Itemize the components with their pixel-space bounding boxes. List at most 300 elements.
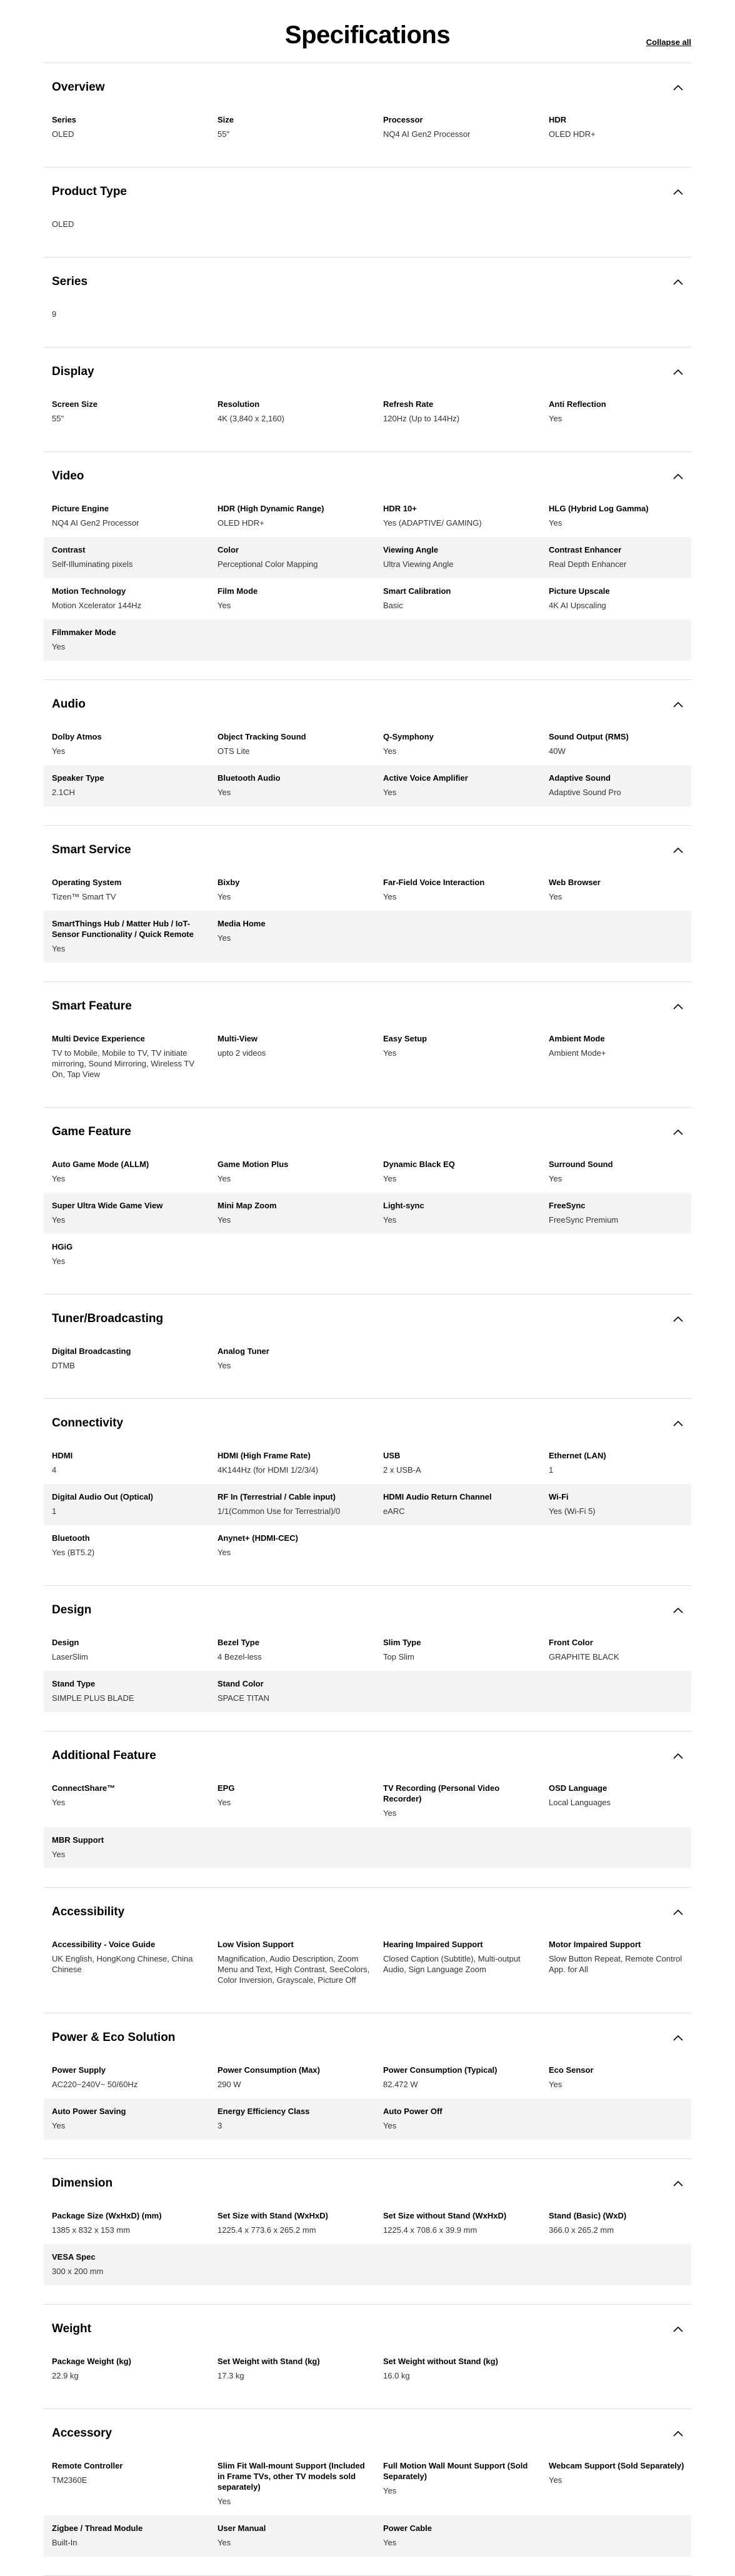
spec-label: Sound Output (RMS): [549, 732, 629, 741]
spec-row: [44, 1630, 691, 1671]
spec-rows: [44, 496, 691, 661]
spec-label: Slim Type: [383, 1638, 421, 1647]
spec-item: [52, 627, 218, 652]
spec-item: [52, 1200, 218, 1225]
spec-row: [44, 1234, 691, 1275]
spec-section-smart-feature: [44, 982, 691, 1108]
section-header-toggle[interactable]: [44, 363, 691, 381]
spec-value: UK English, HongKong Chinese, China Chinese: [52, 1954, 193, 1974]
spec-label: Stand Color: [218, 1679, 264, 1688]
spec-row: [44, 1484, 691, 1525]
spec-item: [52, 918, 218, 954]
spec-item: [52, 1835, 218, 1860]
spec-label: Eco Sensor: [549, 2065, 594, 2075]
spec-label: HDR: [549, 115, 567, 124]
spec-label: Package Weight (kg): [52, 2357, 131, 2366]
spec-label: Webcam Support (Sold Separately): [549, 2461, 684, 2470]
spec-row: [44, 391, 691, 433]
spec-label: Full Motion Wall Mount Support (Sold Separately): [383, 2461, 528, 2481]
chevron-up-icon[interactable]: [673, 2035, 683, 2041]
spec-value: Yes: [218, 788, 231, 797]
spec-row: [44, 1525, 691, 1566]
spec-value: SPACE TITAN: [218, 1693, 270, 1703]
spec-label: HDR 10+: [383, 504, 417, 513]
spec-value: 55": [218, 129, 230, 139]
spec-label: Power Supply: [52, 2065, 106, 2075]
chevron-up-icon[interactable]: [673, 1129, 683, 1135]
spec-label: Anti Reflection: [549, 399, 606, 409]
spec-label: Auto Game Mode (ALLM): [52, 1160, 149, 1169]
spec-label: Color: [218, 545, 239, 554]
spec-value: Yes: [383, 2486, 397, 2495]
spec-label: Design: [52, 1638, 79, 1647]
spec-label: HDMI (High Frame Rate): [218, 1451, 311, 1460]
spec-rows: [44, 107, 691, 148]
spec-item: [549, 1637, 699, 1662]
spec-item: [218, 1200, 383, 1225]
spec-label: Ethernet (LAN): [549, 1451, 606, 1460]
spec-label: Active Voice Amplifier: [383, 773, 468, 783]
spec-value: GRAPHITE BLACK: [549, 1652, 619, 1661]
spec-label: Accessibility - Voice Guide: [52, 1940, 156, 1949]
spec-label: Energy Efficiency Class: [218, 2107, 310, 2116]
spec-section-weight: [44, 2305, 691, 2409]
spec-value: Yes: [383, 1808, 397, 1818]
section-header-toggle[interactable]: [44, 2174, 691, 2193]
spec-label: Object Tracking Sound: [218, 732, 306, 741]
spec-item: [52, 1678, 218, 1703]
spec-value: Yes: [383, 892, 397, 901]
chevron-up-icon[interactable]: [673, 189, 683, 195]
chevron-up-icon[interactable]: [673, 2326, 683, 2332]
spec-label: Set Size without Stand (WxHxD): [383, 2211, 507, 2220]
spec-label: Far-Field Voice Interaction: [383, 878, 485, 887]
spec-item: [218, 503, 383, 528]
spec-label: Film Mode: [218, 586, 258, 596]
spec-item: [549, 1783, 699, 1818]
spec-label: Set Size with Stand (WxHxD): [218, 2211, 328, 2220]
spec-label: TV Recording (Personal Video Recorder): [383, 1783, 500, 1803]
section-header-toggle[interactable]: [44, 997, 691, 1016]
spec-value: Ultra Viewing Angle: [383, 559, 454, 569]
spec-rows: [44, 2203, 691, 2285]
spec-value: 55": [52, 414, 64, 423]
spec-label: Motion Technology: [52, 586, 126, 596]
spec-item: [52, 2065, 218, 2090]
spec-label: HDR (High Dynamic Range): [218, 504, 324, 513]
chevron-up-icon[interactable]: [673, 1607, 683, 1613]
spec-item: [383, 1939, 549, 1985]
spec-label: Viewing Angle: [383, 545, 439, 554]
spec-item: [218, 114, 383, 139]
spec-label: Series: [52, 115, 77, 124]
spec-value: Yes: [549, 414, 562, 423]
spec-item: [52, 1939, 218, 1985]
spec-item: [52, 544, 218, 569]
spec-item: [218, 2065, 383, 2090]
spec-item: [383, 2356, 549, 2381]
section-title: Display: [52, 365, 94, 378]
spec-row: [44, 1151, 691, 1193]
spec-label: HDMI Audio Return Channel: [383, 1492, 492, 1501]
spec-label: Size: [218, 115, 234, 124]
spec-label: Stand (Basic) (WxD): [549, 2211, 627, 2220]
spec-section-product-type: [44, 168, 691, 258]
spec-label: Wi-Fi: [549, 1492, 569, 1501]
spec-item: [52, 309, 218, 319]
spec-label: Motor Impaired Support: [549, 1940, 641, 1949]
section-header-toggle[interactable]: [44, 273, 691, 291]
section-title: Smart Feature: [52, 1000, 132, 1013]
spec-label: Set Weight with Stand (kg): [218, 2357, 320, 2366]
spec-label: Game Motion Plus: [218, 1160, 289, 1169]
spec-value: NQ4 AI Gen2 Processor: [52, 518, 139, 528]
spec-value: LaserSlim: [52, 1652, 88, 1661]
spec-item: [52, 2523, 218, 2548]
spec-value: TV to Mobile, Mobile to TV, TV initiate mirroring, Sound Mirroring, Wireless TV On, Tap View: [52, 1048, 195, 1079]
spec-value: Yes: [218, 2538, 231, 2547]
spec-value: Yes: [218, 1548, 231, 1557]
spec-row: [44, 211, 691, 238]
chevron-up-icon[interactable]: [673, 369, 683, 375]
spec-item: [52, 1346, 218, 1371]
spec-item: [383, 503, 549, 528]
spec-item: [549, 586, 699, 611]
spec-item: [218, 2106, 383, 2131]
spec-value: Yes: [52, 1215, 66, 1225]
spec-value: Basic: [383, 601, 403, 610]
spec-item: [52, 1241, 218, 1266]
spec-item: [549, 773, 699, 798]
section-header-toggle[interactable]: [44, 2320, 691, 2338]
spec-label: Processor: [383, 115, 423, 124]
spec-label: Screen Size: [52, 399, 98, 409]
spec-value: 1225.4 x 773.6 x 265.2 mm: [218, 2225, 316, 2235]
spec-value: TM2360E: [52, 2475, 88, 2485]
spec-value: Yes: [218, 892, 231, 901]
chevron-up-icon[interactable]: [673, 1003, 683, 1010]
spec-value: 1: [549, 1465, 554, 1475]
spec-rows: [44, 2348, 691, 2390]
chevron-up-icon[interactable]: [673, 2180, 683, 2187]
spec-value: Yes (Wi-Fi 5): [549, 1506, 596, 1516]
spec-value: AC220~240V~ 50/60Hz: [52, 2080, 138, 2089]
spec-value: Yes: [52, 1256, 66, 1266]
section-title: Tuner/Broadcasting: [52, 1312, 164, 1325]
spec-item: [218, 773, 383, 798]
spec-item: [52, 1783, 218, 1818]
spec-rows: [44, 211, 691, 238]
spec-label: RF In (Terrestrial / Cable input): [218, 1492, 336, 1501]
spec-value: 4K (3,840 x 2,160): [218, 414, 284, 423]
spec-label: HGiG: [52, 1242, 73, 1251]
spec-row: [44, 724, 691, 765]
spec-value: Yes: [549, 518, 562, 528]
spec-item: [383, 2523, 549, 2548]
spec-item: [383, 1159, 549, 1184]
spec-value: 82.472 W: [383, 2080, 418, 2089]
spec-value: 4K144Hz (for HDMI 1/2/3/4): [218, 1465, 319, 1475]
spec-value: OLED: [52, 219, 74, 229]
spec-label: Auto Power Off: [383, 2107, 442, 2116]
collapse-all-link[interactable]: Collapse all: [646, 38, 691, 47]
spec-section-accessibility: [44, 1888, 691, 2013]
section-header-toggle[interactable]: [44, 1414, 691, 1433]
page-title: Specifications: [284, 21, 451, 49]
spec-value: 16.0 kg: [383, 2371, 410, 2380]
spec-label: Light-sync: [383, 1201, 424, 1210]
spec-item: [549, 1939, 699, 1985]
spec-section-game-feature: [44, 1108, 691, 1295]
spec-label: Set Weight without Stand (kg): [383, 2357, 498, 2366]
spec-label: Picture Engine: [52, 504, 109, 513]
spec-item: [549, 1033, 699, 1080]
spec-row: [44, 2515, 691, 2557]
spec-rows: [44, 1932, 691, 1994]
spec-item: [52, 1491, 218, 1516]
spec-item: [383, 586, 549, 611]
spec-label: Dolby Atmos: [52, 732, 102, 741]
spec-label: Power Cable: [383, 2523, 432, 2533]
spec-rows: [44, 391, 691, 433]
spec-row: [44, 2453, 691, 2515]
spec-label: Mini Map Zoom: [218, 1201, 277, 1210]
spec-value: 120Hz (Up to 144Hz): [383, 414, 460, 423]
chevron-up-icon[interactable]: [673, 1420, 683, 1426]
section-header-toggle[interactable]: [44, 1747, 691, 1765]
chevron-up-icon[interactable]: [673, 279, 683, 285]
spec-label: Dynamic Black EQ: [383, 1160, 455, 1169]
section-title: Overview: [52, 81, 105, 94]
spec-rows: [44, 301, 691, 328]
spec-row: [44, 1026, 691, 1088]
spec-label: Bluetooth Audio: [218, 773, 281, 783]
spec-item: [52, 586, 218, 611]
spec-row: [44, 1443, 691, 1484]
spec-value: Yes: [549, 1174, 562, 1183]
section-header-toggle[interactable]: [44, 2028, 691, 2047]
spec-item: [549, 2460, 699, 2507]
spec-label: OSD Language: [549, 1783, 608, 1793]
spec-row: [44, 301, 691, 328]
spec-label: Refresh Rate: [383, 399, 434, 409]
spec-value: Self-Illuminating pixels: [52, 559, 133, 569]
spec-row: [44, 1338, 691, 1380]
spec-row: [44, 911, 691, 963]
chevron-up-icon[interactable]: [673, 1909, 683, 1915]
spec-item: [218, 1939, 383, 1985]
spec-value: Yes: [52, 2121, 66, 2130]
spec-value: 9: [52, 309, 57, 319]
spec-value: 1/1(Common Use for Terrestrial)/0: [218, 1506, 341, 1516]
spec-section-display: [44, 348, 691, 452]
spec-section-connectivity: [44, 1399, 691, 1586]
spec-item: [383, 731, 549, 756]
spec-label: Anynet+ (HDMI-CEC): [218, 1533, 298, 1543]
spec-item: [549, 1159, 699, 1184]
spec-item: [383, 399, 549, 424]
section-title: Smart Service: [52, 843, 131, 856]
section-title: Video: [52, 469, 84, 483]
spec-value: Yes: [383, 1174, 397, 1183]
section-header-toggle[interactable]: [44, 78, 691, 97]
spec-row: [44, 765, 691, 806]
spec-label: Multi Device Experience: [52, 1034, 145, 1043]
spec-section-video: [44, 452, 691, 680]
spec-value: SIMPLE PLUS BLADE: [52, 1693, 134, 1703]
spec-value: Yes: [218, 2497, 231, 2506]
spec-label: Adaptive Sound: [549, 773, 611, 783]
section-header-toggle[interactable]: [44, 1903, 691, 1922]
spec-label: Contrast: [52, 545, 86, 554]
chevron-up-icon[interactable]: [673, 1753, 683, 1759]
spec-item: [383, 1200, 549, 1225]
spec-value: 4: [52, 1465, 57, 1475]
spec-label: User Manual: [218, 2523, 266, 2533]
section-title: Series: [52, 275, 88, 288]
spec-label: FreeSync: [549, 1201, 586, 1210]
spec-row: [44, 1671, 691, 1712]
spec-item: [218, 2460, 383, 2507]
spec-item: [52, 1533, 218, 1558]
spec-value: Yes: [52, 642, 66, 651]
chevron-up-icon[interactable]: [673, 473, 683, 479]
spec-value: NQ4 AI Gen2 Processor: [383, 129, 471, 139]
spec-item: [383, 2106, 549, 2131]
spec-label: Resolution: [218, 399, 260, 409]
spec-value: Yes: [218, 1361, 231, 1370]
spec-item: [218, 1783, 383, 1818]
spec-item: [383, 1783, 549, 1818]
section-title: Weight: [52, 2322, 91, 2335]
spec-row: [44, 2057, 691, 2098]
spec-rows: [44, 2453, 691, 2557]
spec-label: Package Size (WxHxD) (mm): [52, 2211, 162, 2220]
spec-item: [218, 586, 383, 611]
chevron-up-icon[interactable]: [673, 701, 683, 708]
spec-value: Yes: [218, 1798, 231, 1807]
spec-value: Yes: [549, 2475, 562, 2485]
spec-value: OTS Lite: [218, 746, 250, 756]
spec-label: Auto Power Saving: [52, 2107, 126, 2116]
spec-label: Operating System: [52, 878, 122, 887]
spec-value: 1: [52, 1506, 57, 1516]
spec-value: OLED: [52, 129, 74, 139]
spec-label: Slim Fit Wall-mount Support (Included in Frame TVs, other TV models sold separately): [218, 2461, 365, 2492]
spec-row: [44, 1932, 691, 1994]
spec-label: Filmmaker Mode: [52, 628, 116, 637]
spec-value: Yes: [383, 2121, 397, 2130]
spec-label: Bezel Type: [218, 1638, 259, 1647]
spec-item: [52, 2252, 218, 2277]
spec-item: [383, 544, 549, 569]
spec-item: [383, 1450, 549, 1475]
spec-section-additional-feature: [44, 1732, 691, 1888]
spec-item: [218, 1533, 383, 1558]
section-header-toggle[interactable]: [44, 1310, 691, 1328]
section-title: Connectivity: [52, 1416, 124, 1430]
chevron-up-icon[interactable]: [673, 2430, 683, 2437]
spec-value: Yes: [383, 1215, 397, 1225]
spec-section-power-eco-solution: [44, 2013, 691, 2159]
section-header-toggle[interactable]: [44, 467, 691, 486]
spec-label: EPG: [218, 1783, 235, 1793]
section-header-toggle[interactable]: [44, 1601, 691, 1620]
spec-item: [549, 399, 699, 424]
spec-item: [549, 731, 699, 756]
spec-row: [44, 537, 691, 578]
spec-label: Super Ultra Wide Game View: [52, 1201, 163, 1210]
spec-item: [549, 1450, 699, 1475]
spec-value: Yes: [218, 1174, 231, 1183]
spec-item: [218, 1678, 383, 1703]
spec-rows: [44, 1443, 691, 1566]
chevron-up-icon[interactable]: [673, 84, 683, 91]
spec-row: [44, 1827, 691, 1868]
spec-value: Yes: [218, 1215, 231, 1225]
spec-value: Ambient Mode+: [549, 1048, 606, 1058]
spec-value: 2.1CH: [52, 788, 75, 797]
spec-value: 366.0 x 265.2 mm: [549, 2225, 614, 2235]
section-header-toggle[interactable]: [44, 2424, 691, 2443]
chevron-up-icon[interactable]: [673, 847, 683, 853]
spec-value: Top Slim: [383, 1652, 414, 1661]
spec-label: Remote Controller: [52, 2461, 123, 2470]
spec-item: [549, 2065, 699, 2090]
section-header-toggle[interactable]: [44, 695, 691, 714]
spec-row: [44, 2203, 691, 2244]
spec-value: Yes (BT5.2): [52, 1548, 95, 1557]
spec-item: [52, 1159, 218, 1184]
spec-value: Yes: [383, 1048, 397, 1058]
spec-label: HLG (Hybrid Log Gamma): [549, 504, 649, 513]
spec-label: HDMI: [52, 1451, 73, 1460]
section-title: Audio: [52, 698, 86, 711]
spec-value: Magnification, Audio Description, Zoom Menu and Text, High Contrast, SeeColors, Color Inversion, Grayscale, Picture Off: [218, 1954, 370, 1985]
spec-value: DTMB: [52, 1361, 75, 1370]
spec-item: [218, 1159, 383, 1184]
spec-item: [549, 2210, 699, 2235]
spec-item: [218, 1491, 383, 1516]
section-title: Dimension: [52, 2177, 113, 2190]
spec-section-series: [44, 258, 691, 348]
spec-label: Multi-View: [218, 1034, 258, 1043]
chevron-up-icon[interactable]: [673, 1316, 683, 1322]
spec-value: Yes: [549, 2080, 562, 2089]
spec-value: Tizen™ Smart TV: [52, 892, 116, 901]
spec-item: [383, 1637, 549, 1662]
spec-row: [44, 2098, 691, 2140]
section-header-toggle[interactable]: [44, 1123, 691, 1141]
spec-value: Slow Button Repeat, Remote Control App. for All: [549, 1954, 682, 1974]
spec-value: Yes: [52, 1798, 66, 1807]
spec-value: Yes: [383, 788, 397, 797]
spec-label: Digital Audio Out (Optical): [52, 1492, 154, 1501]
spec-value: 4 Bezel-less: [218, 1652, 262, 1661]
section-title: Product Type: [52, 185, 127, 198]
spec-value: Yes: [383, 746, 397, 756]
section-header-toggle[interactable]: [44, 841, 691, 860]
spec-item: [52, 1637, 218, 1662]
spec-label: Power Consumption (Max): [218, 2065, 320, 2075]
section-header-toggle[interactable]: [44, 183, 691, 201]
spec-label: Smart Calibration: [383, 586, 451, 596]
spec-section-tuner-broadcasting: [44, 1295, 691, 1399]
spec-section-dimension: [44, 2159, 691, 2305]
spec-item: [549, 114, 699, 139]
spec-item: [218, 2210, 383, 2235]
spec-item: [52, 773, 218, 798]
